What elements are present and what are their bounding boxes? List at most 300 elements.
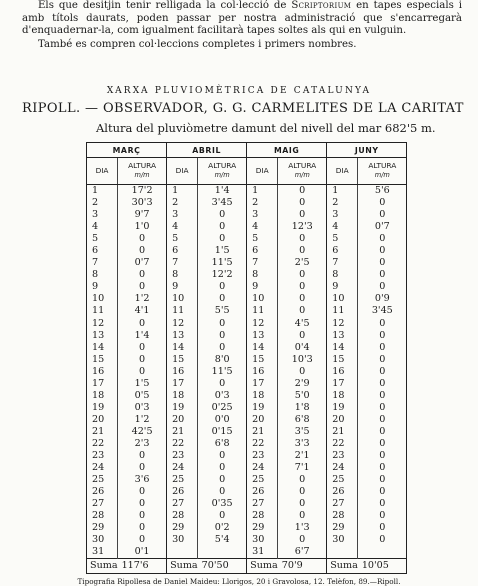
rainfall-cell: 0 <box>299 534 306 546</box>
day-cell: 7 <box>327 257 358 269</box>
day-cell: 6 <box>327 245 358 257</box>
rainfall-cell: 0 <box>219 462 226 474</box>
day-cell: 1 <box>87 185 118 198</box>
day-cell: 3 <box>167 209 198 221</box>
day-cell: 25 <box>327 474 358 486</box>
day-cell: 4 <box>87 221 118 233</box>
rainfall-cell: 0 <box>379 317 386 329</box>
rainfall-table <box>86 142 407 574</box>
day-cell: 23 <box>327 450 358 462</box>
day-cell: 25 <box>167 474 198 486</box>
rainfall-cell: 0'9 <box>374 293 390 305</box>
month-header-row <box>87 143 407 158</box>
rainfall-cell: 0 <box>379 257 386 269</box>
day-cell: 9 <box>167 281 198 293</box>
rainfall-cell: 0 <box>139 498 146 510</box>
rainfall-cell: 3'45 <box>371 305 393 317</box>
day-cell: 18 <box>87 390 118 402</box>
day-cell: 27 <box>247 498 278 510</box>
day-cell: 19 <box>247 402 278 414</box>
rainfall-cell: 0 <box>379 377 386 389</box>
rainfall-cell: 0 <box>379 498 386 510</box>
day-cell: 28 <box>87 510 118 522</box>
day-cell: 20 <box>87 414 118 426</box>
day-cell: 16 <box>247 366 278 378</box>
rainfall-cell: 5'4 <box>214 534 230 546</box>
rainfall-cell: 0'3 <box>134 401 150 413</box>
sum-row <box>87 559 407 574</box>
sum-value: 117'6 <box>118 559 167 574</box>
table-row <box>87 269 407 281</box>
day-cell: 22 <box>247 438 278 450</box>
day-cell: 6 <box>167 245 198 257</box>
day-cell: 2 <box>167 197 198 209</box>
rainfall-cell: 4'1 <box>134 305 150 317</box>
rainfall-cell: 0 <box>139 522 146 534</box>
rainfall-cell: 0 <box>219 377 226 389</box>
table-row <box>87 438 407 450</box>
rainfall-cell: 0 <box>299 281 306 293</box>
table-row <box>87 185 407 198</box>
rainfall-cell: 5'0 <box>294 389 310 401</box>
day-cell: 4 <box>247 221 278 233</box>
day-cell: 1 <box>327 185 358 198</box>
day-cell: 5 <box>87 233 118 245</box>
intro-text <box>22 0 462 51</box>
rainfall-cell: 0 <box>219 450 226 462</box>
day-cell: 28 <box>247 510 278 522</box>
rainfall-cell: 0 <box>139 462 146 474</box>
rainfall-cell: 0 <box>139 450 146 462</box>
table-row <box>87 474 407 486</box>
day-cell: 3 <box>327 209 358 221</box>
day-cell: 10 <box>87 293 118 305</box>
rainfall-cell: 0 <box>139 510 146 522</box>
day-cell: 20 <box>247 414 278 426</box>
rainfall-cell: 0 <box>379 329 386 341</box>
rainfall-cell: 1'2 <box>134 293 150 305</box>
unit-label: m/m <box>214 171 230 179</box>
unit-label: m/m <box>294 171 310 179</box>
table-row <box>87 305 407 317</box>
table-row <box>87 197 407 209</box>
day-cell: 8 <box>87 269 118 281</box>
rainfall-cell: 0 <box>219 341 226 353</box>
rainfall-cell: 0 <box>139 245 146 257</box>
rainfall-cell: 0 <box>299 510 306 522</box>
table-row <box>87 390 407 402</box>
rainfall-cell: 0 <box>299 269 306 281</box>
rainfall-cell: 0 <box>139 281 146 293</box>
day-column-header: DIA <box>167 158 198 185</box>
day-cell: 21 <box>87 426 118 438</box>
unit-label: m/m <box>374 171 390 179</box>
table-row <box>87 221 407 233</box>
day-cell: 29 <box>247 522 278 534</box>
day-cell: 11 <box>87 305 118 317</box>
day-cell: 31 <box>247 546 278 559</box>
day-cell: 31 <box>87 546 118 559</box>
day-cell: 20 <box>327 414 358 426</box>
rainfall-cell: 0 <box>379 209 386 221</box>
day-cell: 17 <box>167 378 198 390</box>
table-row <box>87 546 407 559</box>
rainfall-cell: 0 <box>219 281 226 293</box>
day-cell: 15 <box>327 354 358 366</box>
day-cell: 7 <box>247 257 278 269</box>
rainfall-cell: 0 <box>379 353 386 365</box>
day-cell: 12 <box>247 318 278 330</box>
day-cell: 24 <box>327 462 358 474</box>
table-row <box>87 293 407 305</box>
rainfall-cell: 0 <box>219 293 226 305</box>
rainfall-cell: 0 <box>139 534 146 546</box>
day-cell: 9 <box>327 281 358 293</box>
day-cell: 15 <box>247 354 278 366</box>
rainfall-cell <box>198 546 247 559</box>
rainfall-cell: 0 <box>139 269 146 281</box>
network-heading: XARXA PLUVIOMÈTRICA DE CATALUNYA <box>106 86 372 96</box>
day-cell: 15 <box>87 354 118 366</box>
sum-value: 70'50 <box>198 559 247 574</box>
rainfall-cell: 0 <box>219 486 226 498</box>
table-row <box>87 378 407 390</box>
sum-label: Suma <box>167 559 198 574</box>
rainfall-cell: 0 <box>219 233 226 245</box>
rainfall-cell: 0 <box>379 486 386 498</box>
table-row <box>87 318 407 330</box>
rainfall-cell: 3'6 <box>134 474 150 486</box>
day-cell: 1 <box>167 185 198 198</box>
rainfall-cell: 0 <box>379 233 386 245</box>
day-cell: 21 <box>247 426 278 438</box>
rainfall-cell: 0'7 <box>134 257 150 269</box>
rainfall-cell: 0 <box>299 185 306 196</box>
unit-label: m/m <box>134 171 150 179</box>
table-row <box>87 498 407 510</box>
day-cell: 14 <box>247 342 278 354</box>
month-header: MARÇ <box>87 143 167 158</box>
day-cell: 2 <box>327 197 358 209</box>
day-cell: 26 <box>247 486 278 498</box>
rainfall-cell: 42'5 <box>131 425 153 437</box>
day-cell: 12 <box>327 318 358 330</box>
rainfall-cell: 1'0 <box>134 221 150 233</box>
day-cell: 10 <box>327 293 358 305</box>
day-cell: 18 <box>167 390 198 402</box>
day-cell: 23 <box>167 450 198 462</box>
rainfall-cell: 11'5 <box>211 365 233 377</box>
rainfall-cell: 0'2 <box>214 522 230 534</box>
day-cell: 27 <box>327 498 358 510</box>
day-cell: 12 <box>167 318 198 330</box>
day-cell <box>167 546 198 559</box>
scriptorium-title: Scriptorium <box>291 0 352 11</box>
rainfall-cell: 0'0 <box>214 413 230 425</box>
rainfall-cell: 0'35 <box>211 498 233 510</box>
rainfall-cell: 30'3 <box>131 197 153 209</box>
rainfall-cell: 5'6 <box>374 185 390 196</box>
table-row <box>87 462 407 474</box>
rainfall-cell: 0 <box>139 353 146 365</box>
rainfall-cell: 0 <box>139 365 146 377</box>
day-cell: 17 <box>87 378 118 390</box>
rainfall-cell: 0 <box>299 474 306 486</box>
day-cell: 26 <box>87 486 118 498</box>
rainfall-cell: 0 <box>139 317 146 329</box>
sum-label: Suma <box>87 559 118 574</box>
day-cell: 16 <box>327 366 358 378</box>
day-cell: 24 <box>87 462 118 474</box>
rainfall-cell: 0'5 <box>134 389 150 401</box>
rainfall-cell: 3'45 <box>211 197 233 209</box>
day-cell: 15 <box>167 354 198 366</box>
rainfall-cell: 0 <box>139 233 146 245</box>
rainfall-cell: 0 <box>299 486 306 498</box>
rainfall-cell: 0 <box>299 233 306 245</box>
day-cell: 14 <box>87 342 118 354</box>
rainfall-cell: 0 <box>219 510 226 522</box>
rainfall-cell: 0'4 <box>294 341 310 353</box>
rainfall-cell: 0 <box>379 365 386 377</box>
rainfall-cell: 7'1 <box>294 462 310 474</box>
rainfall-cell: 0 <box>219 329 226 341</box>
day-cell: 14 <box>327 342 358 354</box>
rainfall-cell: 0 <box>219 317 226 329</box>
table-row <box>87 330 407 342</box>
day-cell: 8 <box>327 269 358 281</box>
rainfall-cell: 0 <box>379 462 386 474</box>
day-cell: 5 <box>247 233 278 245</box>
table-row <box>87 450 407 462</box>
table-row <box>87 366 407 378</box>
rainfall-cell: 1'5 <box>214 245 230 257</box>
table-row <box>87 486 407 498</box>
day-cell: 5 <box>327 233 358 245</box>
rainfall-cell: 1'3 <box>294 522 310 534</box>
station-heading: RIPOLL. — OBSERVADOR, G. G. CARMELITES DE LA CARITAT <box>22 101 464 116</box>
day-cell: 30 <box>167 534 198 546</box>
day-cell: 5 <box>167 233 198 245</box>
rainfall-cell: 2'9 <box>294 377 310 389</box>
day-cell: 10 <box>167 293 198 305</box>
rainfall-cell <box>358 546 407 559</box>
day-cell: 19 <box>167 402 198 414</box>
rainfall-cell: 0 <box>219 209 226 221</box>
rainfall-cell: 1'4 <box>134 329 150 341</box>
day-cell: 25 <box>247 474 278 486</box>
rainfall-cell: 0 <box>379 474 386 486</box>
day-cell: 16 <box>167 366 198 378</box>
day-cell: 7 <box>167 257 198 269</box>
rainfall-cell: 0 <box>299 245 306 257</box>
rainfall-cell: 6'8 <box>214 437 230 449</box>
day-cell: 18 <box>327 390 358 402</box>
day-cell: 21 <box>327 426 358 438</box>
rainfall-cell: 0 <box>379 341 386 353</box>
day-cell: 25 <box>87 474 118 486</box>
day-cell: 7 <box>87 257 118 269</box>
day-cell: 16 <box>87 366 118 378</box>
rainfall-cell: 3'3 <box>294 437 310 449</box>
rainfall-cell: 1'4 <box>214 185 230 196</box>
day-cell: 30 <box>327 534 358 546</box>
day-cell: 29 <box>327 522 358 534</box>
day-cell: 29 <box>167 522 198 534</box>
rainfall-cell: 2'5 <box>294 257 310 269</box>
day-cell: 24 <box>247 462 278 474</box>
altura-column-header: ALTURA m/m <box>118 158 167 185</box>
day-cell: 17 <box>247 378 278 390</box>
day-cell: 12 <box>87 318 118 330</box>
rainfall-cell: 0 <box>379 413 386 425</box>
month-header: MAIG <box>247 143 327 158</box>
rainfall-cell: 0 <box>299 209 306 221</box>
rainfall-cell: 0 <box>379 197 386 209</box>
day-column-header: DIA <box>87 158 118 185</box>
day-cell: 26 <box>327 486 358 498</box>
day-cell: 2 <box>87 197 118 209</box>
rainfall-cell: 0 <box>379 425 386 437</box>
day-cell: 19 <box>87 402 118 414</box>
day-cell: 22 <box>167 438 198 450</box>
rainfall-cell: 0 <box>299 293 306 305</box>
sum-value: 70'9 <box>278 559 327 574</box>
rainfall-cell: 0 <box>139 486 146 498</box>
rainfall-cell: 0 <box>219 474 226 486</box>
altitude-caption: Altura del pluviòmetre damunt del nivell del mar 682'5 m. <box>96 121 436 135</box>
day-cell: 8 <box>247 269 278 281</box>
rainfall-cell: 0 <box>299 305 306 317</box>
table-row <box>87 342 407 354</box>
day-column-header: DIA <box>247 158 278 185</box>
rainfall-cell: 0 <box>379 401 386 413</box>
rainfall-cell: 9'7 <box>134 209 150 221</box>
day-cell: 20 <box>167 414 198 426</box>
month-header: JUNY <box>327 143 407 158</box>
rainfall-cell: 0'1 <box>134 546 150 558</box>
rainfall-cell: 3'5 <box>294 425 310 437</box>
rainfall-cell: 5'5 <box>214 305 230 317</box>
day-cell: 1 <box>247 185 278 198</box>
altura-column-header: ALTURA m/m <box>358 158 407 185</box>
day-column-header: DIA <box>327 158 358 185</box>
rainfall-cell: 0 <box>379 510 386 522</box>
day-cell: 29 <box>87 522 118 534</box>
day-cell: 13 <box>167 330 198 342</box>
sum-value: 10'05 <box>358 559 407 574</box>
rainfall-cell: 12'3 <box>291 221 313 233</box>
day-cell: 13 <box>327 330 358 342</box>
day-cell: 9 <box>247 281 278 293</box>
day-cell: 21 <box>167 426 198 438</box>
intro-paragraph-collections: També es compren col·leccions completes i primers nombres. <box>38 38 357 50</box>
rainfall-cell: 10'3 <box>291 353 313 365</box>
rainfall-cell: 0 <box>299 498 306 510</box>
table-row <box>87 414 407 426</box>
table-row <box>87 522 407 534</box>
month-header: ABRIL <box>167 143 247 158</box>
altura-column-header: ALTURA m/m <box>198 158 247 185</box>
altura-column-header: ALTURA m/m <box>278 158 327 185</box>
rainfall-cell: 0 <box>139 341 146 353</box>
day-cell: 27 <box>87 498 118 510</box>
day-cell: 26 <box>167 486 198 498</box>
day-cell: 4 <box>327 221 358 233</box>
day-cell: 8 <box>167 269 198 281</box>
day-cell: 3 <box>247 209 278 221</box>
day-cell: 3 <box>87 209 118 221</box>
day-cell: 23 <box>87 450 118 462</box>
rainfall-cell: 0'15 <box>211 425 233 437</box>
rainfall-cell: 0 <box>379 437 386 449</box>
sum-label: Suma <box>327 559 358 574</box>
day-cell: 24 <box>167 462 198 474</box>
day-cell: 11 <box>247 305 278 317</box>
day-cell: 6 <box>247 245 278 257</box>
day-cell <box>327 546 358 559</box>
rainfall-cell: 0'7 <box>374 221 390 233</box>
rainfall-cell: 0 <box>379 450 386 462</box>
rainfall-cell: 0'25 <box>211 401 233 413</box>
rainfall-cell: 0 <box>379 389 386 401</box>
rainfall-cell: 1'2 <box>134 413 150 425</box>
day-cell: 10 <box>247 293 278 305</box>
table-row <box>87 534 407 546</box>
day-cell: 6 <box>87 245 118 257</box>
table-row <box>87 354 407 366</box>
table-row <box>87 245 407 257</box>
day-cell: 30 <box>87 534 118 546</box>
rainfall-cell: 6'8 <box>294 413 310 425</box>
column-header-row <box>87 158 407 185</box>
table-row <box>87 233 407 245</box>
rainfall-cell: 0 <box>379 269 386 281</box>
rainfall-cell: 2'1 <box>294 450 310 462</box>
day-cell: 13 <box>247 330 278 342</box>
rainfall-cell: 1'8 <box>294 401 310 413</box>
rainfall-cell: 6'7 <box>294 546 310 558</box>
table-row <box>87 209 407 221</box>
day-cell: 2 <box>247 197 278 209</box>
rainfall-body <box>87 185 407 574</box>
rainfall-cell: 17'2 <box>131 185 153 196</box>
rainfall-cell: 1'5 <box>134 377 150 389</box>
day-cell: 13 <box>87 330 118 342</box>
day-cell: 30 <box>247 534 278 546</box>
day-cell: 17 <box>327 378 358 390</box>
day-cell: 9 <box>87 281 118 293</box>
day-cell: 19 <box>327 402 358 414</box>
printer-footer: Tipografia Ripollesa de Daniel Maideu: Llorigos, 20 i Gravolosa, 12. Telèfon, 89.—Ripoll. <box>77 577 401 586</box>
table-row <box>87 281 407 293</box>
rainfall-cell: 0 <box>379 534 386 546</box>
rainfall-cell: 0 <box>379 245 386 257</box>
rainfall-cell: 0 <box>379 281 386 293</box>
day-cell: 28 <box>167 510 198 522</box>
table-row <box>87 510 407 522</box>
table-row <box>87 257 407 269</box>
rainfall-cell: 8'0 <box>214 353 230 365</box>
intro-paragraph-binding: Els que desitjin tenir relligada la col·lecció de Scriptorium en tapes especials i amb títols daurats, poden passar per nostra administració que s'encarregarà d'enquadernar-la, com igualment facilitarà tapes soltes als qui en vulguin. <box>22 0 462 37</box>
day-cell: 11 <box>327 305 358 317</box>
rainfall-cell: 2'3 <box>134 437 150 449</box>
sum-label: Suma <box>247 559 278 574</box>
day-cell: 18 <box>247 390 278 402</box>
day-cell: 14 <box>167 342 198 354</box>
rainfall-cell: 11'5 <box>211 257 233 269</box>
day-cell: 28 <box>327 510 358 522</box>
